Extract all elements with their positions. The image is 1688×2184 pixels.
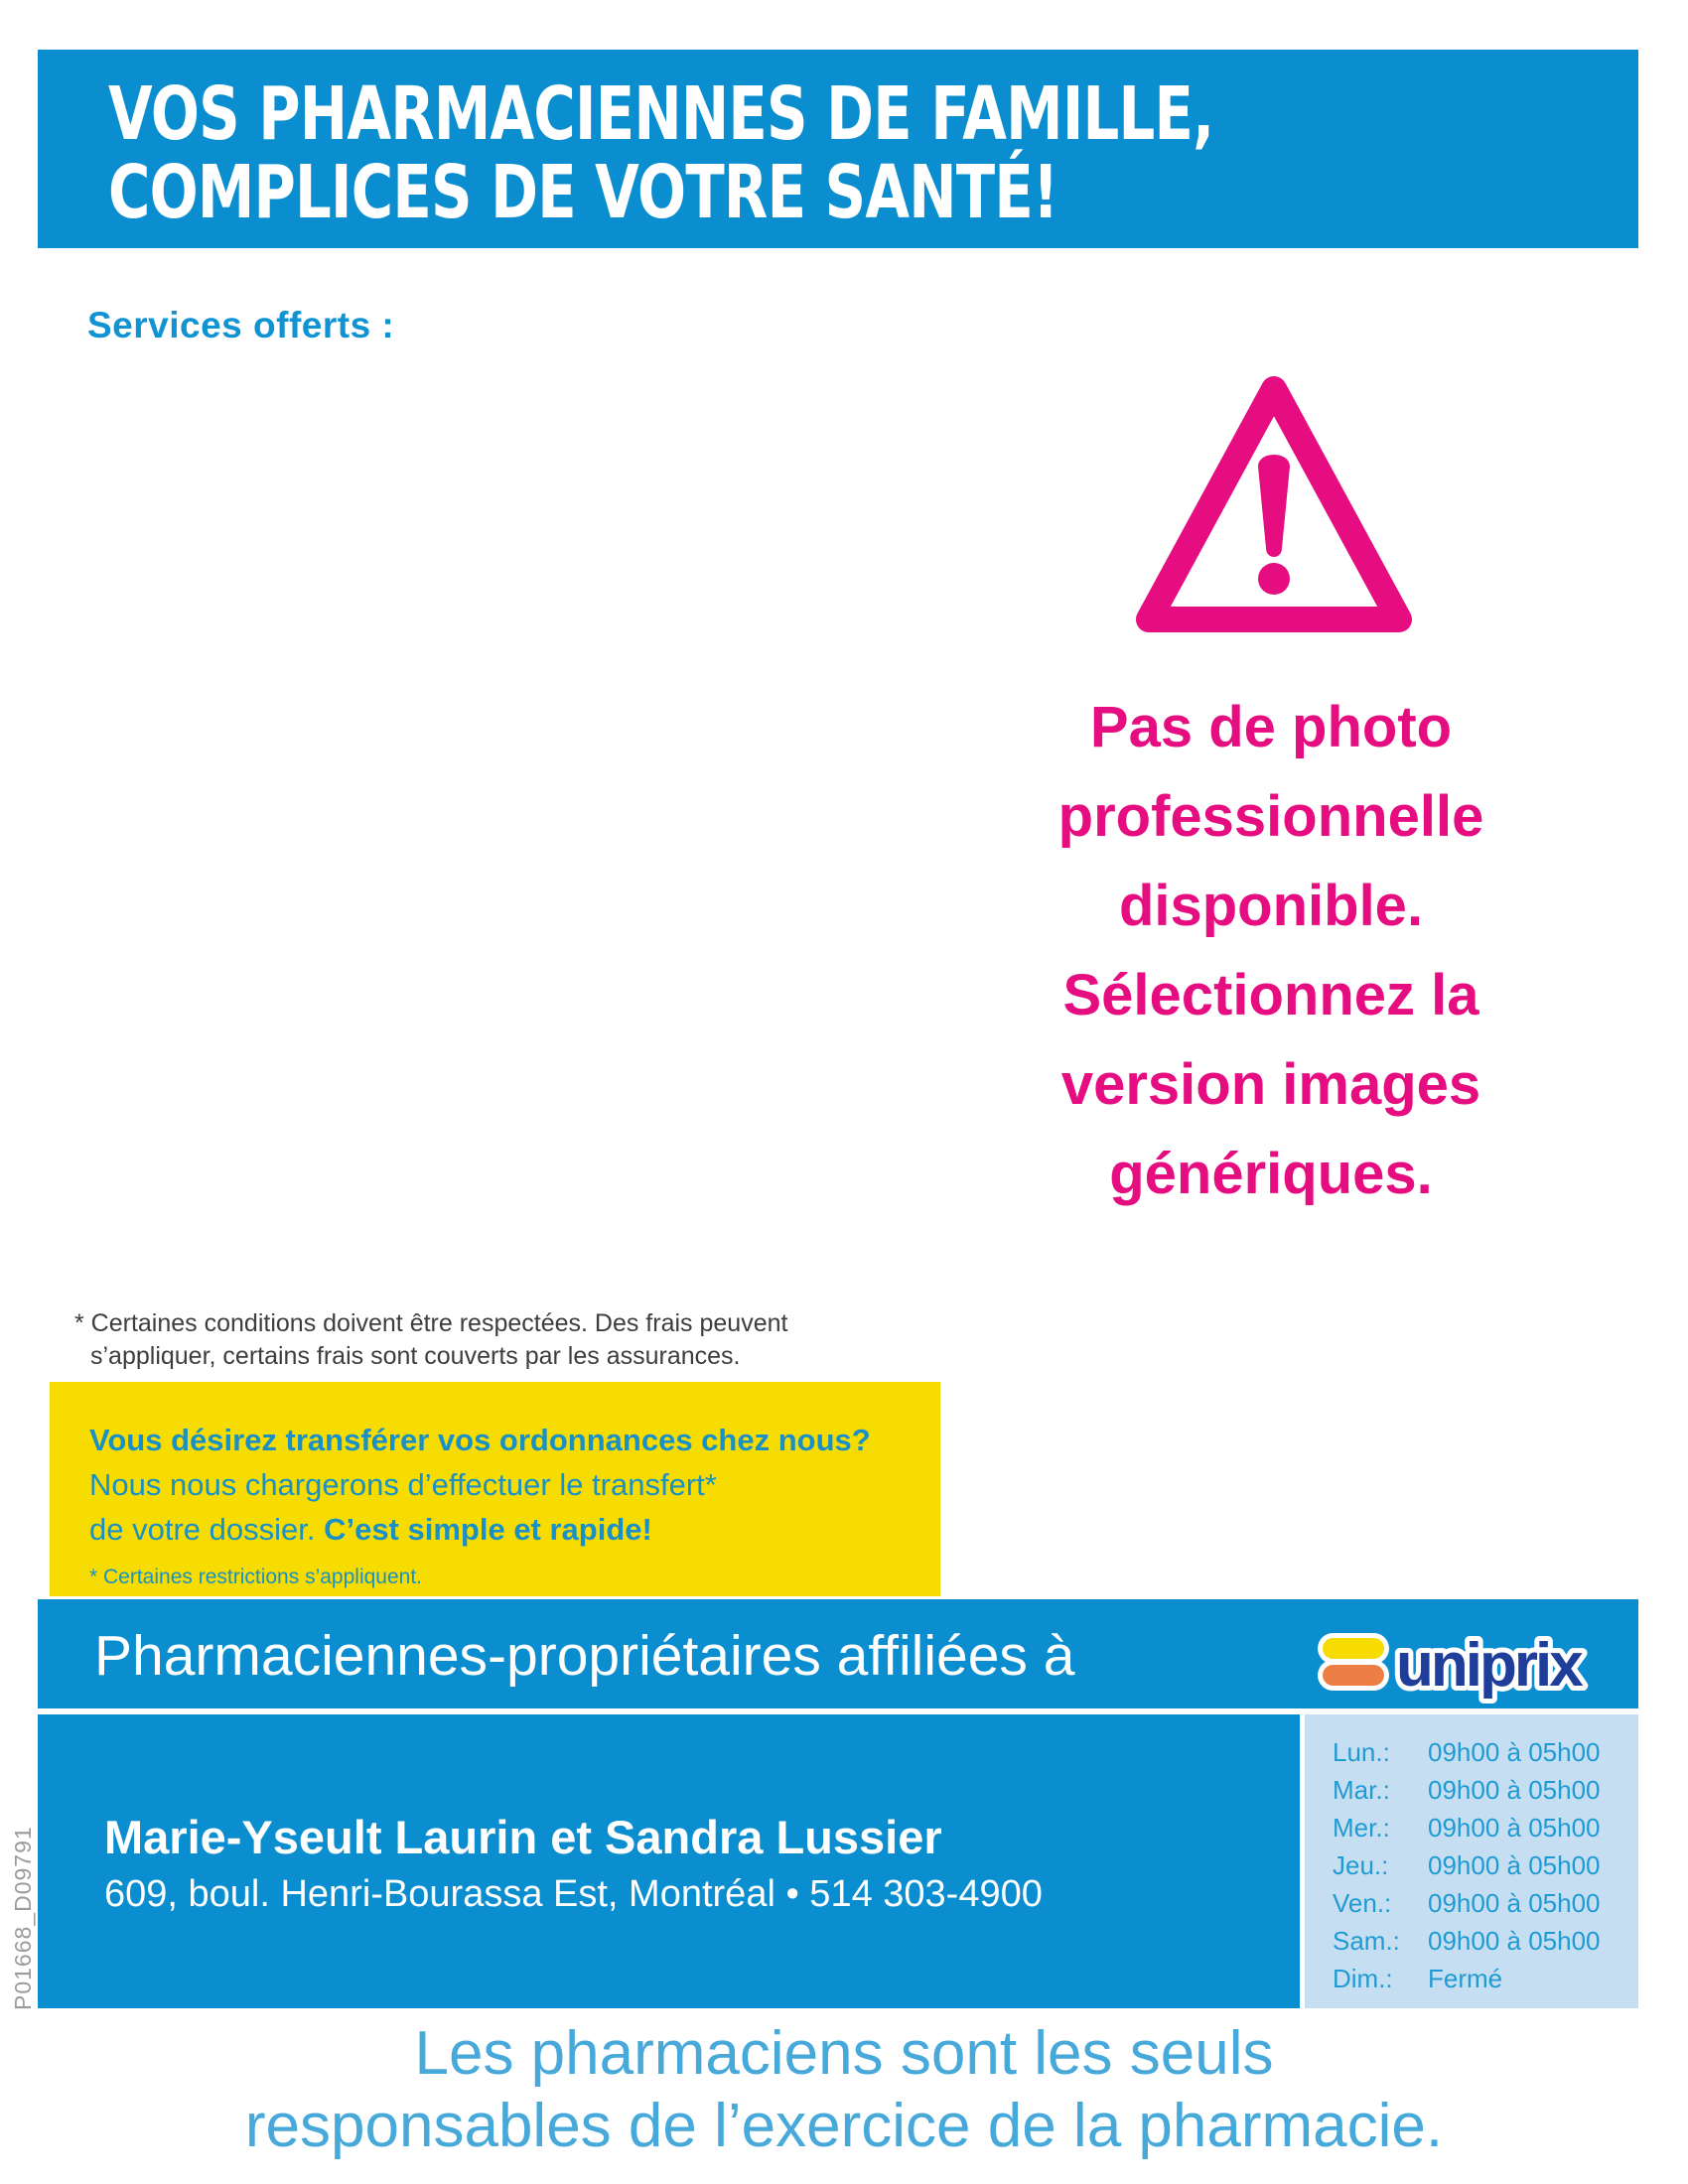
transfer-title: Vous désirez transférer vos ordonnances chez nous? [89, 1423, 871, 1457]
page-title-line2: COMPLICES DE VOTRE SANTÉ! [108, 150, 1058, 235]
prescription-transfer-box [50, 1382, 940, 1596]
pharmacy-address-phone: 609, boul. Henri-Bourassa Est, Montréal • 514 303-4900 [104, 1873, 1043, 1915]
pharmacy-info-box [38, 1714, 1300, 2008]
conditions-note-line2: s’appliquer, certains frais sont couverts par les assurances. [90, 1342, 741, 1370]
hours-day: Lun.: [1333, 1736, 1390, 1767]
hours-time: Fermé [1428, 1963, 1503, 1993]
header-banner [38, 50, 1638, 248]
no-photo-line: disponible. [1118, 874, 1424, 938]
uniprix-logo-bar-yellow [1323, 1638, 1384, 1659]
warning-triangle-icon [1125, 365, 1423, 643]
hours-day: Ven.: [1333, 1887, 1392, 1918]
hours-time: 09h00 à 05h00 [1428, 1736, 1601, 1767]
hours-row [1333, 1809, 1638, 1846]
hours-day: Sam.: [1333, 1925, 1400, 1956]
pharmacist-owners-name: Marie-Yseult Laurin et Sandra Lussier [104, 1811, 942, 1863]
hours-time: 09h00 à 05h00 [1428, 1887, 1601, 1918]
hours-row [1333, 1884, 1638, 1922]
disclaimer-line1: Les pharmaciens sont les seuls [414, 2019, 1274, 2088]
hours-day: Dim.: [1333, 1963, 1393, 1993]
affiliation-bar [38, 1599, 1638, 1708]
conditions-note-line1: * Certaines conditions doivent être respectées. Des frais peuvent [74, 1309, 788, 1337]
svg-text:uniprix: uniprix [1396, 1631, 1581, 1700]
hours-time: 09h00 à 05h00 [1428, 1774, 1601, 1805]
hours-time: 09h00 à 05h00 [1428, 1849, 1601, 1880]
hours-row [1333, 1922, 1638, 1960]
no-photo-line: professionnelle [1057, 784, 1484, 849]
no-photo-line: Sélectionnez la [1062, 963, 1479, 1027]
hours-day: Mer.: [1333, 1812, 1390, 1843]
hours-time: 09h00 à 05h00 [1428, 1812, 1601, 1843]
page-title-line1: VOS PHARMACIENNES DE FAMILLE, [108, 71, 1214, 157]
hours-day: Mar.: [1333, 1774, 1390, 1805]
hours-day: Jeu.: [1333, 1849, 1389, 1880]
uniprix-wordmark [1394, 1632, 1632, 1717]
affiliation-label: Pharmaciennes-propriétaires affiliées à [94, 1624, 1075, 1688]
hours-time: 09h00 à 05h00 [1428, 1925, 1601, 1956]
hours-row [1333, 1771, 1638, 1809]
uniprix-logo [1323, 1632, 1632, 1717]
no-photo-line: génériques. [1109, 1142, 1433, 1206]
transfer-footnote: * Certaines restrictions s’appliquent. [89, 1566, 422, 1588]
no-photo-message [948, 683, 1594, 1219]
print-code: P01668_D09791 [10, 1826, 36, 2010]
pharmacists-disclaimer [0, 2017, 1688, 2162]
disclaimer-line2: responsables de l’exercice de la pharmacie. [244, 2092, 1444, 2160]
transfer-line3-bold: C’est simple et rapide! [324, 1512, 652, 1547]
hours-row [1333, 1733, 1638, 1771]
no-photo-line: Pas de photo [1089, 695, 1453, 759]
transfer-line2: Nous nous chargerons d’effectuer le transfert* [89, 1467, 717, 1502]
services-offered-label: Services offerts : [87, 305, 395, 345]
hours-row [1333, 1960, 1638, 1997]
page-title [108, 71, 1214, 235]
conditions-note [74, 1307, 787, 1373]
opening-hours-panel [1305, 1714, 1638, 2008]
transfer-line3 [89, 1507, 911, 1552]
uniprix-logo-bar-orange [1323, 1665, 1384, 1686]
uniprix-logo-bars [1323, 1638, 1384, 1686]
no-photo-line: version images [1060, 1052, 1481, 1117]
transfer-line3-regular: de votre dossier. [89, 1512, 325, 1547]
hours-row [1333, 1846, 1638, 1884]
